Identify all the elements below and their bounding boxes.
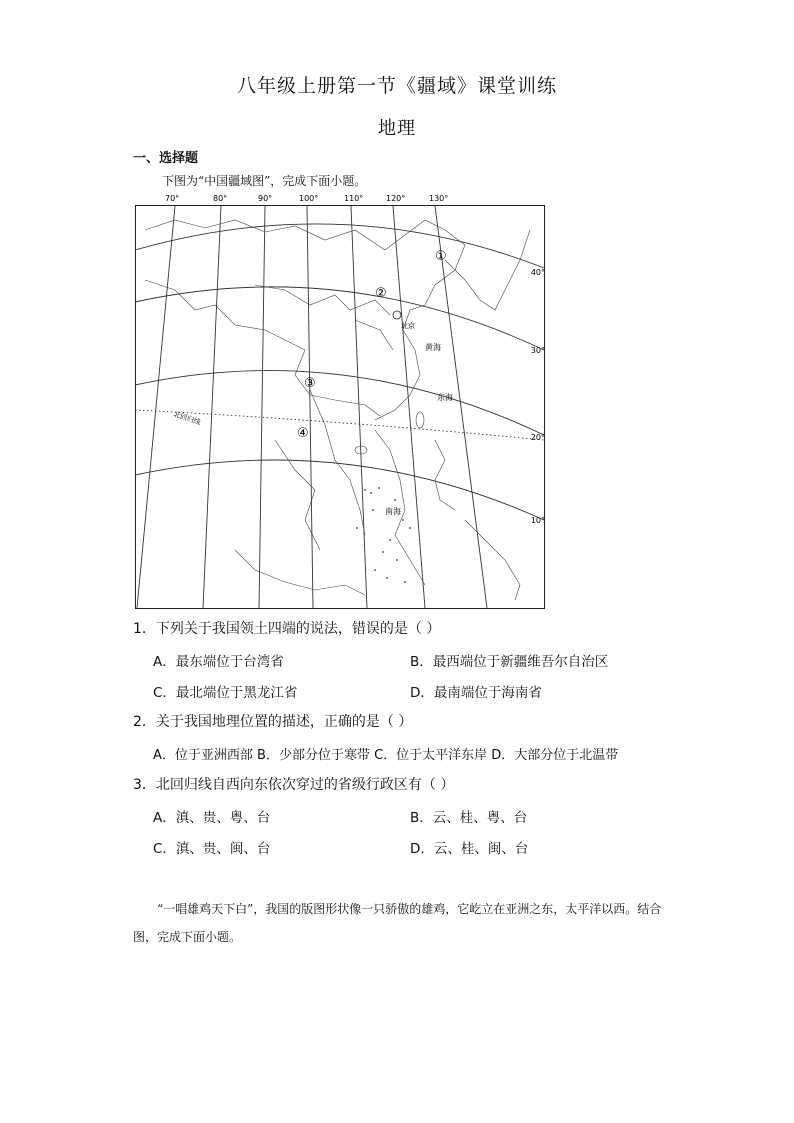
tropic-label: 北回归线: [172, 410, 202, 427]
east-sea-label: 东海: [437, 393, 453, 402]
marker-2: ②: [375, 286, 387, 301]
q3-option-a: A．滇、贵、粤、台: [153, 810, 271, 826]
lon-label: 110°: [344, 194, 364, 203]
q1-option-b: B．最西端位于新疆维吾尔自治区: [410, 654, 609, 670]
lon-label: 100°: [299, 194, 319, 203]
question-1-stem: 1．下列关于我国领土四端的说法，错误的是（ ）: [133, 621, 441, 637]
china-territory-map: [135, 190, 545, 610]
question-2-stem: 2．关于我国地理位置的描述，正确的是（ ）: [133, 714, 413, 730]
q1-option-c: C．最北端位于黑龙江省: [153, 685, 298, 701]
lon-label: 80°: [213, 194, 228, 203]
lon-label: 120°: [386, 194, 406, 203]
south-sea-label: 南海: [385, 507, 401, 516]
lat-label: 10°: [530, 516, 545, 525]
beijing-label: 北京: [401, 322, 415, 330]
marker-1: ①: [435, 249, 447, 264]
q3-option-b: B．云、桂、粤、台: [410, 810, 528, 826]
reading-passage: “一唱雄鸡天下白”，我国的版图形状像一只骄傲的雄鸡，它屹立在亚洲之东，太平洋以西。结合图，完成下面小题。: [133, 902, 662, 944]
q1-option-d: D．最南端位于海南省: [410, 685, 542, 701]
q3-option-c: C．滇、贵、闽、台: [153, 841, 271, 857]
lat-label: 20°: [530, 433, 545, 442]
yellow-sea-label: 黄海: [425, 343, 441, 352]
lon-label: 130°: [429, 194, 449, 203]
question-intro: 下图为“中国疆域图”，完成下面小题。: [162, 174, 367, 188]
subject-title: 地理: [378, 118, 416, 139]
q2-options: A．位于亚洲西部 B．少部分位于寒带 C．位于太平洋东岸 D．大部分位于北温带: [153, 748, 619, 763]
lat-label: 30°: [530, 346, 545, 355]
section-heading: 一、选择题: [133, 151, 199, 166]
lon-label: 90°: [258, 194, 273, 203]
lat-label: 40°: [530, 268, 545, 277]
lon-label: 70°: [165, 194, 180, 203]
q3-option-d: D．云、桂、闽、台: [410, 841, 529, 857]
question-3-stem: 3．北回归线自西向东依次穿过的省级行政区有（ ）: [133, 777, 455, 793]
q1-option-a: A．最东端位于台湾省: [153, 654, 284, 670]
marker-3: ③: [304, 376, 316, 391]
page-title: 八年级上册第一节《疆域》课堂训练: [236, 75, 557, 97]
marker-4: ④: [297, 426, 309, 441]
